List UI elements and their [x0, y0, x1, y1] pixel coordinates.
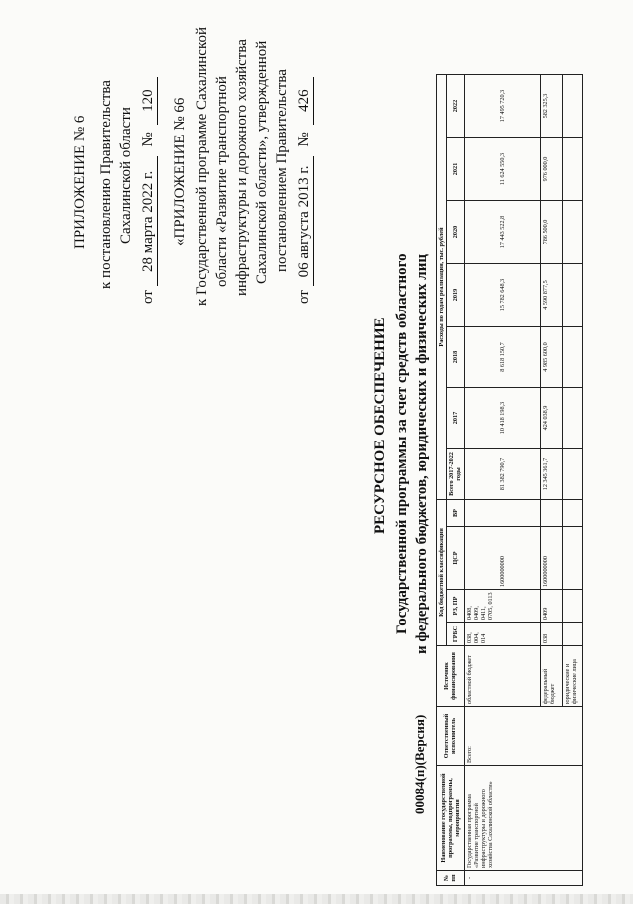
header-year: 2018 [447, 327, 464, 388]
header-year: 2021 [447, 138, 464, 201]
appendix-line1: к постановлению Правительства [98, 80, 114, 289]
cell-2017: 424 038,9 [540, 388, 562, 449]
header-year: 2017 [447, 388, 464, 449]
appendix-old-line-3: Сахалинской области», утвержденной [254, 40, 270, 284]
header-name: Наименование государственной программы, подпрограммы, мероприятия [437, 766, 465, 871]
cell-program-name: Государственная программа «Развитие транспортной инфраструктуры и дорожного хозяйства Сахалинской области» [464, 766, 582, 871]
heading-subtitle-1: Государственной программы за счет средств областного [394, 253, 410, 634]
header-source: Источник финансирования [437, 646, 465, 707]
header-year: 2022 [447, 75, 464, 138]
cell-row-no: - [464, 871, 582, 886]
cell-csr: 1600000000 [464, 527, 540, 590]
heading-title: РЕСУРСНОЕ ОБЕСПЕЧЕНИЕ [372, 317, 388, 534]
appendix-old-line-0: к Государственной программе Сахалинской [194, 26, 210, 306]
cell-total [562, 449, 582, 500]
cell-2022 [562, 75, 582, 138]
appendix-number: 120 [140, 77, 158, 125]
cell-source: областной бюджет [464, 646, 540, 707]
cell-2019: 15 782 648,3 [464, 264, 540, 327]
cell-grbs [562, 623, 582, 646]
header-year: 2019 [447, 264, 464, 327]
header-csr: ЦСР [447, 527, 464, 590]
cell-2018: 8 618 150,7 [464, 327, 540, 388]
cell-csr: 1600000000 [540, 527, 562, 590]
cell-rzpr: 0408, 0409, 0411, 0705, 0113 [464, 590, 540, 623]
appendix-line2: Сахалинской области [118, 107, 134, 244]
header-grbs: ГРБС [447, 623, 464, 646]
cell-2020: 17 443 522,8 [464, 201, 540, 264]
cell-source: юридические и физические лица [562, 646, 582, 707]
cell-csr [562, 527, 582, 590]
resource-table [436, 74, 583, 886]
appendix-old-title: «ПРИЛОЖЕНИЕ № 66 [172, 97, 188, 246]
header-kbk: Код бюджетной классификации [437, 500, 447, 646]
appendix-old-num-sign: № [296, 132, 312, 147]
cell-2020: 786 500,0 [540, 201, 562, 264]
header-expenses: Расходы по годам реализации, тыс. рублей [437, 75, 447, 500]
cell-2022: 17 495 720,3 [464, 75, 540, 138]
appendix-old-line-4: постановлением Правительства [274, 69, 290, 272]
header-executor: Ответственный исполнитель [437, 707, 465, 766]
cell-2019 [562, 264, 582, 327]
header-no: № пп [437, 871, 465, 886]
appendix-title: ПРИЛОЖЕНИЕ № 6 [72, 115, 88, 249]
cell-vr [464, 500, 540, 527]
header-vr: ВР [447, 500, 464, 527]
header-total: Всего 2017-2022 годы [447, 449, 464, 500]
heading-subtitle-2: и федерального бюджетов, юридических и физических лиц [414, 253, 430, 654]
appendix-date: 28 марта 2022 г. [140, 156, 158, 286]
cell-rzpr: 0409 [540, 590, 562, 623]
header-rzpr: РЗ, ПР [447, 590, 464, 623]
version-stamp: 00084(п)(Версия) [412, 714, 427, 814]
header-year: 2020 [447, 201, 464, 264]
appendix-old-line-1: области «Развитие транспортной [214, 76, 230, 287]
cell-2019: 4 590 877,5 [540, 264, 562, 327]
cell-vr [562, 500, 582, 527]
cell-executor: Всего: [464, 707, 582, 766]
cell-2021: 976 000,0 [540, 138, 562, 201]
cell-total: 12 345 361,7 [540, 449, 562, 500]
cell-source: федеральный бюджет [540, 646, 562, 707]
cell-rzpr [562, 590, 582, 623]
appendix-old-date-prefix: от [296, 290, 312, 304]
appendix-old-number: 426 [296, 77, 314, 125]
appendix-num-sign: № [140, 132, 156, 147]
appendix-date-line [140, 77, 158, 304]
appendix-old-date-line [296, 77, 314, 304]
cell-2021: 11 624 550,3 [464, 138, 540, 201]
table-row [464, 75, 540, 886]
cell-vr [540, 500, 562, 527]
cell-grbs: 038 [540, 623, 562, 646]
cell-2020 [562, 201, 582, 264]
cell-2021 [562, 138, 582, 201]
cell-grbs: 038, 004, 014 [464, 623, 540, 646]
appendix-old-date: 06 августа 2013 г. [296, 156, 314, 286]
cell-2017 [562, 388, 582, 449]
cell-2017: 10 418 198,3 [464, 388, 540, 449]
cell-2018 [562, 327, 582, 388]
table-header-row [437, 75, 447, 886]
cell-2022: 582 325,3 [540, 75, 562, 138]
cell-2018: 4 985 600,0 [540, 327, 562, 388]
cell-total: 81 382 790,7 [464, 449, 540, 500]
appendix-date-prefix: от [140, 290, 156, 304]
appendix-old-line-2: инфраструктуры и дорожного хозяйства [234, 39, 250, 296]
